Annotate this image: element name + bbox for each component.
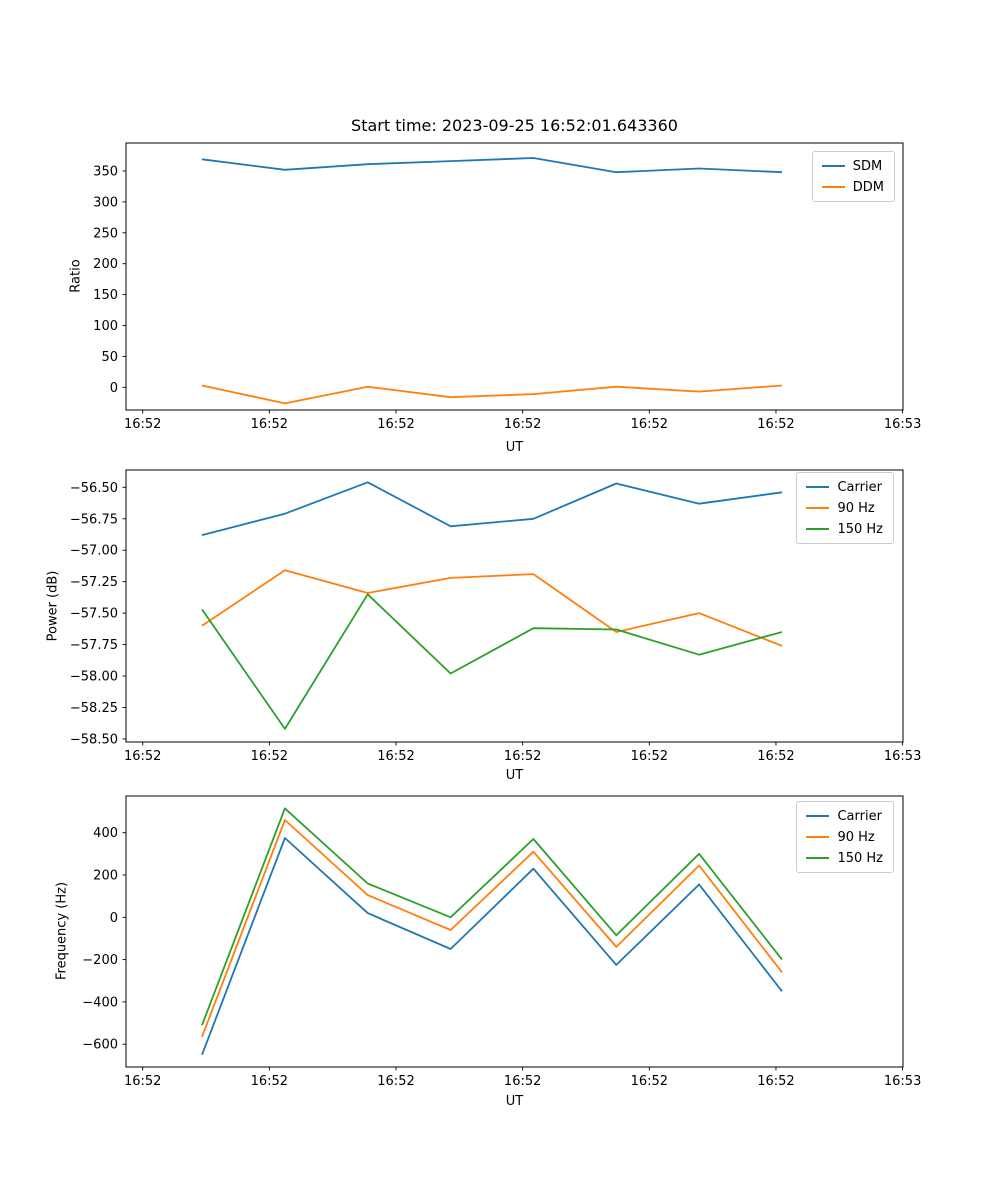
x-tick-label: 16:52: [250, 417, 289, 432]
x-tick-label: 16:52: [503, 1074, 542, 1089]
legend-entry: [806, 807, 883, 825]
legend-line-swatch: [806, 486, 829, 488]
legend-label: Carrier: [837, 808, 882, 824]
series-line-sdm: [202, 158, 782, 172]
y-tick-label: 0: [109, 910, 118, 926]
legend-line-swatch: [806, 857, 829, 859]
legend-label: SDM: [852, 158, 883, 174]
legend-label: 90 Hz: [837, 500, 875, 516]
legend-label: Carrier: [837, 479, 882, 495]
x-axis-label-middle: UT: [505, 768, 524, 783]
y-tick-label: −57.50: [69, 606, 118, 622]
y-tick-label: −400: [82, 995, 118, 1011]
x-tick-label: 16:52: [377, 749, 415, 764]
legend-entry: [822, 178, 884, 196]
y-tick-label: 50: [101, 349, 118, 365]
axes-spines: [126, 470, 903, 742]
legend-line-swatch: [806, 507, 829, 509]
legend-entry: [806, 478, 883, 496]
legend-entry: [822, 157, 884, 175]
x-tick-label: 16:52: [250, 749, 289, 764]
y-tick-label: −56.75: [69, 512, 118, 528]
y-tick-label: 200: [93, 868, 118, 884]
y-tick-label: 350: [93, 164, 118, 180]
y-axis-label-frequency: Frequency (Hz): [54, 881, 70, 981]
x-tick-label: 16:52: [757, 749, 795, 764]
y-tick-label: 400: [93, 826, 118, 842]
y-tick-label: −600: [82, 1037, 118, 1053]
legend-entry: [806, 849, 883, 867]
x-tick-label: 16:52: [757, 1074, 795, 1089]
y-axis-label-ratio: Ratio: [68, 259, 84, 293]
legend-entry: [806, 828, 883, 846]
y-tick-label: 200: [93, 257, 118, 273]
series-line-90-hz: [202, 820, 782, 1037]
x-tick-label: 16:53: [883, 1074, 922, 1089]
legend-entry: [806, 499, 883, 517]
legend-line-swatch: [822, 186, 845, 188]
series-line-90-hz: [202, 570, 782, 646]
legend-chart-1: [796, 472, 894, 544]
legend-line-swatch: [806, 836, 829, 838]
legend-label: DDM: [852, 179, 884, 195]
legend-label: 150 Hz: [837, 521, 883, 537]
y-tick-label: −56.50: [69, 480, 118, 496]
y-tick-label: −58.25: [69, 701, 118, 717]
x-tick-label: 16:52: [377, 1074, 415, 1089]
series-line-ddm: [202, 386, 782, 404]
legend-entry: [806, 520, 883, 538]
x-tick-label: 16:52: [630, 1074, 669, 1089]
y-tick-label: −58.00: [69, 669, 118, 685]
legend-label: 150 Hz: [837, 850, 883, 866]
x-tick-label: 16:53: [883, 417, 922, 432]
series-line-carrier: [202, 482, 782, 535]
y-tick-label: 250: [93, 226, 118, 242]
legend-line-swatch: [806, 815, 829, 817]
y-tick-label: −200: [82, 953, 118, 969]
x-axis-label-top: UT: [505, 440, 524, 455]
legend-line-swatch: [806, 528, 829, 530]
y-tick-label: −58.50: [69, 732, 118, 748]
x-axis-label-bottom: UT: [505, 1094, 524, 1109]
y-tick-label: −57.00: [69, 543, 118, 559]
y-tick-label: −57.25: [69, 575, 118, 591]
x-tick-label: 16:52: [630, 417, 669, 432]
y-tick-label: −57.75: [69, 638, 118, 654]
x-tick-label: 16:52: [377, 417, 415, 432]
x-tick-label: 16:52: [123, 749, 162, 764]
y-tick-label: 100: [93, 319, 118, 335]
x-tick-label: 16:52: [123, 1074, 162, 1089]
y-axis-label-power: Power (dB): [45, 570, 61, 642]
axes-spines: [126, 143, 903, 410]
y-tick-label: 0: [109, 380, 118, 396]
x-tick-label: 16:52: [123, 417, 162, 432]
legend-label: 90 Hz: [837, 829, 875, 845]
x-tick-label: 16:52: [757, 417, 795, 432]
x-tick-label: 16:52: [630, 749, 669, 764]
x-tick-label: 16:52: [503, 749, 542, 764]
y-tick-label: 150: [93, 288, 118, 304]
legend-chart-2: [796, 801, 894, 873]
x-tick-label: 16:52: [250, 1074, 289, 1089]
y-tick-label: 300: [93, 195, 118, 211]
legend-chart-0: [812, 151, 895, 202]
figure-title: Start time: 2023-09-25 16:52:01.643360: [351, 116, 678, 135]
x-tick-label: 16:52: [503, 417, 542, 432]
legend-line-swatch: [822, 165, 845, 167]
x-tick-label: 16:53: [883, 749, 922, 764]
